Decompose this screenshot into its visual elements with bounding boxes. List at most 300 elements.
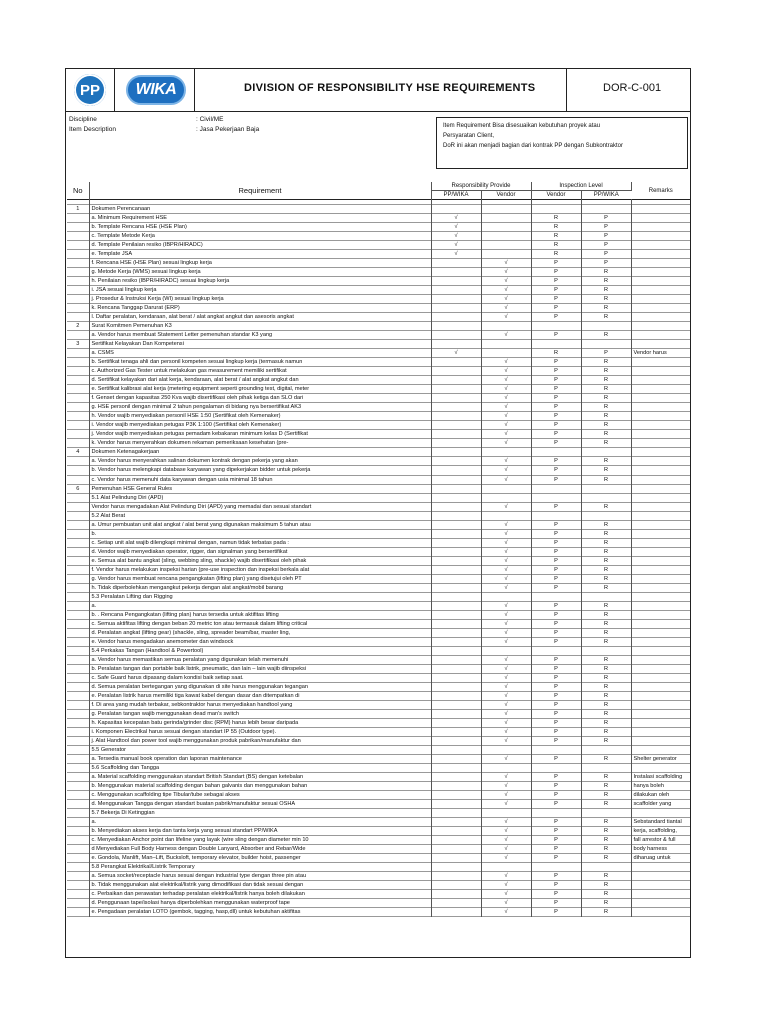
- row-number: [67, 610, 89, 619]
- vendor-inspection: [531, 205, 581, 214]
- ppwika-inspection: R: [581, 547, 631, 556]
- table-row: [67, 872, 690, 881]
- ppwika-inspection: R: [581, 457, 631, 466]
- table-row: [67, 845, 690, 854]
- row-number: [67, 718, 89, 727]
- ppwika-inspection: R: [581, 836, 631, 845]
- table-row: [67, 637, 690, 646]
- remarks-text: [631, 673, 690, 682]
- vendor-responsibility: √: [481, 682, 531, 691]
- ppwika-inspection: P: [581, 349, 631, 358]
- table-row: [67, 529, 690, 538]
- ppwika-inspection: R: [581, 700, 631, 709]
- ppwika-inspection: R: [581, 277, 631, 286]
- ppwika-inspection: P: [581, 232, 631, 241]
- remarks-text: [631, 610, 690, 619]
- table-row: [67, 610, 690, 619]
- table-row: [67, 718, 690, 727]
- remarks-text: [631, 430, 690, 439]
- vendor-inspection: P: [531, 268, 581, 277]
- vendor-inspection: P: [531, 583, 581, 592]
- vendor-responsibility: √: [481, 565, 531, 574]
- vendor-inspection: P: [531, 412, 581, 421]
- ppwika-responsibility: [431, 367, 481, 376]
- vendor-inspection: [531, 322, 581, 331]
- remarks-text: [631, 331, 690, 340]
- row-number: [67, 872, 89, 881]
- requirement-text: 5.3 Peralatan Lifting dan Rigging: [89, 592, 431, 601]
- vendor-responsibility: √: [481, 854, 531, 863]
- ppwika-inspection: R: [581, 773, 631, 782]
- requirement-text: e. Semua alat bantu angkat (sling, webbing sling, shackle) wajib disertifikasi oleh pihak: [89, 556, 431, 565]
- table-row: [67, 565, 690, 574]
- requirement-text: k. Rencana Tanggap Darurat (ERP): [89, 304, 431, 313]
- requirement-text: c. Safe Guard harus dipasang dalam kondisi baik setiap saat.: [89, 673, 431, 682]
- ppwika-inspection: R: [581, 403, 631, 412]
- requirement-text: a. Vendor harus memastikan semua peralatan yang digunakan telah memenuhi: [89, 655, 431, 664]
- remarks-text: [631, 601, 690, 610]
- vendor-inspection: P: [531, 854, 581, 863]
- vendor-responsibility: √: [481, 610, 531, 619]
- ppwika-inspection: R: [581, 394, 631, 403]
- vendor-responsibility: √: [481, 700, 531, 709]
- requirement-text: i. Komponen Electrikal harus sesuai dengan standart IP 55 (Outdoor type).: [89, 727, 431, 736]
- requirement-text: a. Minimum Requirement HSE: [89, 214, 431, 223]
- requirement-text: Sertifikat Kelayakan Dan Kompetensi: [89, 340, 431, 349]
- vendor-inspection: P: [531, 277, 581, 286]
- row-number: [67, 827, 89, 836]
- table-row: [67, 268, 690, 277]
- table-row: [67, 619, 690, 628]
- ppwika-inspection: [581, 322, 631, 331]
- vendor-responsibility: √: [481, 457, 531, 466]
- row-number: [67, 646, 89, 655]
- row-number: [67, 556, 89, 565]
- vendor-responsibility: √: [481, 466, 531, 475]
- ppwika-responsibility: [431, 511, 481, 520]
- column-header-remarks: Remarks: [648, 187, 673, 194]
- ppwika-inspection: R: [581, 872, 631, 881]
- ppwika-responsibility: [431, 538, 481, 547]
- vendor-inspection: P: [531, 259, 581, 268]
- row-number: [67, 250, 89, 259]
- ppwika-inspection: P: [581, 250, 631, 259]
- vendor-inspection: P: [531, 547, 581, 556]
- vendor-responsibility: √: [481, 403, 531, 412]
- vendor-responsibility: √: [481, 709, 531, 718]
- requirement-text: d. Peralatan angkat (lifting gear) (shackle, sling, spreader beam/bar, master ling,: [89, 628, 431, 637]
- vendor-responsibility: [481, 340, 531, 349]
- ppwika-responsibility: [431, 872, 481, 881]
- vendor-inspection: [531, 809, 581, 818]
- vendor-inspection: P: [531, 818, 581, 827]
- table-row: [67, 367, 690, 376]
- vendor-inspection: P: [531, 691, 581, 700]
- ppwika-responsibility: [431, 673, 481, 682]
- remarks-text: [631, 322, 690, 331]
- vendor-inspection: P: [531, 502, 581, 511]
- vendor-responsibility: √: [481, 358, 531, 367]
- row-number: [67, 430, 89, 439]
- vendor-inspection: P: [531, 556, 581, 565]
- ppwika-responsibility: [431, 637, 481, 646]
- ppwika-responsibility: [431, 646, 481, 655]
- vendor-responsibility: √: [481, 881, 531, 890]
- row-number: [67, 304, 89, 313]
- ppwika-inspection: R: [581, 754, 631, 763]
- ppwika-responsibility: [431, 493, 481, 502]
- ppwika-inspection: R: [581, 673, 631, 682]
- row-number: [67, 682, 89, 691]
- table-row: [67, 322, 690, 331]
- remarks-text: [631, 881, 690, 890]
- requirement-text: f. Rencana HSE (HSE Plan) sesuai lingkup kerja: [89, 259, 431, 268]
- vendor-responsibility: √: [481, 538, 531, 547]
- remarks-text: body harness: [633, 846, 668, 853]
- ppwika-inspection: [581, 205, 631, 214]
- table-row: [67, 736, 690, 745]
- remarks-text: [631, 664, 690, 673]
- requirement-text: a. Vendor harus menyerahkan salinan dokumen kontrak dengan pekerja yang akan: [89, 457, 431, 466]
- vendor-inspection: P: [531, 727, 581, 736]
- ppwika-inspection: R: [581, 664, 631, 673]
- vendor-inspection: P: [531, 394, 581, 403]
- ppwika-inspection: R: [581, 682, 631, 691]
- vendor-inspection: [531, 511, 581, 520]
- column-header-responsibility: Responsibility Provide: [431, 182, 531, 191]
- requirement-text: c. Setiap unit alat wajib dilengkapi minimal dengan, namun tidak terbatas pada :: [89, 538, 431, 547]
- vendor-responsibility: √: [481, 736, 531, 745]
- ppwika-responsibility: [431, 565, 481, 574]
- ppwika-responsibility: [431, 358, 481, 367]
- header-divider: [194, 69, 195, 111]
- row-number: [67, 529, 89, 538]
- vendor-inspection: P: [531, 872, 581, 881]
- requirement-text: g. Peralatan tangan wajib menggunakan dead man's switch: [89, 709, 431, 718]
- ppwika-inspection: R: [581, 313, 631, 322]
- table-row: [67, 592, 690, 601]
- vendor-inspection: R: [531, 241, 581, 250]
- table-row: [67, 854, 690, 863]
- remarks-text: [631, 899, 690, 908]
- row-number: [67, 574, 89, 583]
- vendor-responsibility: √: [481, 872, 531, 881]
- vendor-responsibility: √: [481, 773, 531, 782]
- remarks-text: Instalasi scaffolding: [633, 774, 683, 781]
- table-row: [67, 664, 690, 673]
- vendor-inspection: P: [531, 682, 581, 691]
- row-number: [67, 908, 89, 917]
- vendor-inspection: P: [531, 565, 581, 574]
- row-number: [67, 736, 89, 745]
- row-number: [67, 241, 89, 250]
- remarks-text: hanya boleh: [633, 783, 664, 790]
- requirement-text: 5.1 Alat Pelindung Diri (APD): [89, 493, 431, 502]
- vendor-responsibility: √: [481, 385, 531, 394]
- vendor-inspection: P: [531, 304, 581, 313]
- vendor-inspection: P: [531, 718, 581, 727]
- ppwika-inspection: R: [581, 502, 631, 511]
- remarks-text: [631, 745, 690, 754]
- row-number: [67, 439, 89, 448]
- row-number: [67, 259, 89, 268]
- vendor-responsibility: √: [481, 818, 531, 827]
- table-row: [67, 628, 690, 637]
- requirement-text: c. Menyediakan Anchor point dan lifeline yang layak (wire sling dengan diameter min 10: [89, 836, 431, 845]
- ppwika-responsibility: √: [431, 241, 481, 250]
- remarks-text: [631, 574, 690, 583]
- table-row: [67, 538, 690, 547]
- requirement-text: Vendor harus mengadakan Alat Pelindung Diri (APD) yang memadai dan sesuai standart: [89, 502, 431, 511]
- vendor-inspection: P: [531, 782, 581, 791]
- ppwika-responsibility: [431, 259, 481, 268]
- vendor-inspection: P: [531, 754, 581, 763]
- ppwika-responsibility: [431, 845, 481, 854]
- requirement-text: a. Tersedia manual book operation dan laporan maintenance: [89, 754, 431, 763]
- remarks-text: [631, 205, 690, 214]
- row-number: [67, 394, 89, 403]
- table-row: [67, 250, 690, 259]
- requirement-text: f. Vendor harus melakukan inspeksi harian (pre-use inspection dan inspeksi berkala alat: [89, 565, 431, 574]
- ppwika-responsibility: [431, 313, 481, 322]
- row-number: [67, 592, 89, 601]
- requirement-text: h. Tidak diperbolehkan mengangkut pekerja dengan alat angkat/mobil barang: [89, 583, 431, 592]
- vendor-responsibility: √: [481, 268, 531, 277]
- table-row: [67, 691, 690, 700]
- row-number: 2: [67, 322, 89, 331]
- ppwika-inspection: R: [581, 466, 631, 475]
- row-number: 4: [67, 448, 89, 457]
- remarks-text: [631, 277, 690, 286]
- vendor-inspection: R: [531, 214, 581, 223]
- ppwika-responsibility: [431, 277, 481, 286]
- column-header-no: No: [67, 182, 89, 200]
- remarks-text: [631, 872, 690, 881]
- ppwika-responsibility: [431, 718, 481, 727]
- row-number: [67, 709, 89, 718]
- vendor-responsibility: [481, 764, 531, 773]
- requirement-text: c. Vendor harus memenuhi data karyawan dengan usia minimal 18 tahun: [89, 475, 431, 484]
- table-row: [67, 646, 690, 655]
- vendor-inspection: P: [531, 619, 581, 628]
- row-number: [67, 358, 89, 367]
- table-row: [67, 583, 690, 592]
- row-number: [67, 331, 89, 340]
- ppwika-responsibility: [431, 628, 481, 637]
- ppwika-responsibility: [431, 205, 481, 214]
- requirement-text: 5.5 Generator: [89, 745, 431, 754]
- ppwika-responsibility: [431, 791, 481, 800]
- row-number: [67, 845, 89, 854]
- vendor-responsibility: √: [481, 836, 531, 845]
- document-number: DOR-C-001: [603, 82, 662, 94]
- vendor-inspection: [531, 493, 581, 502]
- document-header: [66, 69, 690, 112]
- remarks-text: [631, 475, 690, 484]
- ppwika-inspection: R: [581, 881, 631, 890]
- table-row: [67, 899, 690, 908]
- ppwika-responsibility: [431, 466, 481, 475]
- remarks-text: [631, 214, 690, 223]
- requirement-text: b. Peralatan tangan dan portable baik listrik, pneumatic, dan lain – lain wajib diinspeksi: [89, 664, 431, 673]
- vendor-responsibility: √: [481, 637, 531, 646]
- ppwika-responsibility: [431, 304, 481, 313]
- table-row: [67, 511, 690, 520]
- vendor-inspection: P: [531, 700, 581, 709]
- row-number: [67, 619, 89, 628]
- remarks-text: [631, 439, 690, 448]
- requirement-text: d Menyediakan Full Body Harness dengan Double Lanyard, Absorber and Rebar/Wide: [89, 845, 431, 854]
- remarks-text: [631, 385, 690, 394]
- ppwika-inspection: [581, 511, 631, 520]
- document-title: DIVISION OF RESPONSIBILITY HSE REQUIREMENTS: [244, 82, 536, 94]
- remarks-text: [631, 727, 690, 736]
- table-row: [67, 754, 690, 763]
- vendor-responsibility: √: [481, 664, 531, 673]
- remarks-text: [631, 448, 690, 457]
- table-row: [67, 502, 690, 511]
- requirement-text: Dokumen Perencanaan: [89, 205, 431, 214]
- row-number: 3: [67, 340, 89, 349]
- vendor-responsibility: √: [481, 619, 531, 628]
- ppwika-inspection: R: [581, 439, 631, 448]
- ppwika-responsibility: [431, 385, 481, 394]
- table-row: [67, 682, 690, 691]
- vendor-responsibility: √: [481, 286, 531, 295]
- row-number: [67, 863, 89, 872]
- row-number: [67, 791, 89, 800]
- row-number: [67, 232, 89, 241]
- remarks-text: [631, 457, 690, 466]
- vendor-responsibility: √: [481, 628, 531, 637]
- remarks-text: [631, 619, 690, 628]
- vendor-inspection: P: [531, 439, 581, 448]
- ppwika-responsibility: [431, 547, 481, 556]
- remarks-text: [631, 304, 690, 313]
- row-number: [67, 223, 89, 232]
- vendor-responsibility: [481, 484, 531, 493]
- requirement-text: c. Authorized Gas Tester untuk melakukan gas measurement memiliki sertifikat: [89, 367, 431, 376]
- vendor-inspection: [531, 340, 581, 349]
- remarks-text: [631, 592, 690, 601]
- vendor-inspection: P: [531, 610, 581, 619]
- vendor-inspection: P: [531, 286, 581, 295]
- vendor-responsibility: [481, 493, 531, 502]
- requirement-text: d. Semua peralatan bertegangan yang digunakan di site harus menggunakan tegangan: [89, 682, 431, 691]
- vendor-inspection: [531, 764, 581, 773]
- ppwika-inspection: [581, 493, 631, 502]
- row-number: [67, 754, 89, 763]
- remarks-text: [631, 259, 690, 268]
- vendor-inspection: P: [531, 908, 581, 917]
- ppwika-inspection: R: [581, 908, 631, 917]
- remarks-text: dilakukan oleh: [633, 792, 670, 799]
- remarks-text: [631, 376, 690, 385]
- ppwika-inspection: R: [581, 709, 631, 718]
- table-row: [67, 403, 690, 412]
- vendor-responsibility: √: [481, 502, 531, 511]
- remarks-text: [631, 241, 690, 250]
- ppwika-inspection: R: [581, 376, 631, 385]
- vendor-responsibility: √: [481, 277, 531, 286]
- ppwika-inspection: R: [581, 890, 631, 899]
- remarks-text: [631, 565, 690, 574]
- ppwika-inspection: R: [581, 619, 631, 628]
- column-header-ppwika-inspection: PP/WIKA: [593, 192, 619, 199]
- ppwika-inspection: R: [581, 610, 631, 619]
- ppwika-inspection: [581, 809, 631, 818]
- vendor-inspection: P: [531, 475, 581, 484]
- table-row: [67, 547, 690, 556]
- ppwika-responsibility: [431, 475, 481, 484]
- vendor-responsibility: √: [481, 367, 531, 376]
- table-row: [67, 295, 690, 304]
- vendor-responsibility: [481, 745, 531, 754]
- ppwika-inspection: R: [581, 565, 631, 574]
- vendor-inspection: R: [531, 232, 581, 241]
- table-row: [67, 304, 690, 313]
- column-header-vendor: Vendor: [481, 191, 531, 200]
- table-row: [67, 232, 690, 241]
- vendor-responsibility: √: [481, 520, 531, 529]
- remarks-text: [631, 223, 690, 232]
- vendor-responsibility: √: [481, 601, 531, 610]
- table-row: [67, 286, 690, 295]
- ppwika-responsibility: √: [431, 223, 481, 232]
- requirement-text: c. Menggunakan scaffolding tipe Tibular/tube sebagai akses: [89, 791, 431, 800]
- ppwika-inspection: R: [581, 520, 631, 529]
- table-row: [67, 439, 690, 448]
- table-row: [67, 313, 690, 322]
- ppwika-inspection: R: [581, 800, 631, 809]
- row-number: [67, 403, 89, 412]
- requirement-text: b. Menggunakan material scaffolding dengan bahan galvanis dan menggunakan bahan: [89, 782, 431, 791]
- requirement-text: b. Sertifikat tenaga ahli dan personil kompeten sesuai lingkup kerja (termasuk namun: [89, 358, 431, 367]
- table-row: [67, 349, 690, 358]
- ppwika-responsibility: [431, 691, 481, 700]
- vendor-responsibility: [481, 349, 531, 358]
- ppwika-responsibility: [431, 583, 481, 592]
- requirement-text: k. Vendor harus menyerahkan dokumen rekaman pemeriksaan kesehatan (pre-: [89, 439, 431, 448]
- vendor-inspection: [531, 484, 581, 493]
- row-number: [67, 854, 89, 863]
- table-row: [67, 331, 690, 340]
- table-row: [67, 673, 690, 682]
- remarks-text: [631, 313, 690, 322]
- vendor-responsibility: √: [481, 691, 531, 700]
- remarks-text: [631, 637, 690, 646]
- remarks-text: [631, 421, 690, 430]
- row-number: [67, 565, 89, 574]
- ppwika-responsibility: [431, 448, 481, 457]
- ppwika-responsibility: [431, 800, 481, 809]
- vendor-inspection: P: [531, 457, 581, 466]
- vendor-inspection: [531, 592, 581, 601]
- row-number: [67, 412, 89, 421]
- row-number: [67, 547, 89, 556]
- ppwika-responsibility: √: [431, 250, 481, 259]
- ppwika-responsibility: [431, 863, 481, 872]
- vendor-responsibility: √: [481, 791, 531, 800]
- remarks-text: [631, 809, 690, 818]
- ppwika-inspection: R: [581, 718, 631, 727]
- note-line: Item Requirement Bisa disesuaikan kebutuhan proyek atau: [443, 123, 601, 129]
- remarks-text: [631, 340, 690, 349]
- wika-logo: WIKA: [126, 75, 186, 105]
- ppwika-inspection: R: [581, 637, 631, 646]
- remarks-text: [631, 538, 690, 547]
- row-number: [67, 295, 89, 304]
